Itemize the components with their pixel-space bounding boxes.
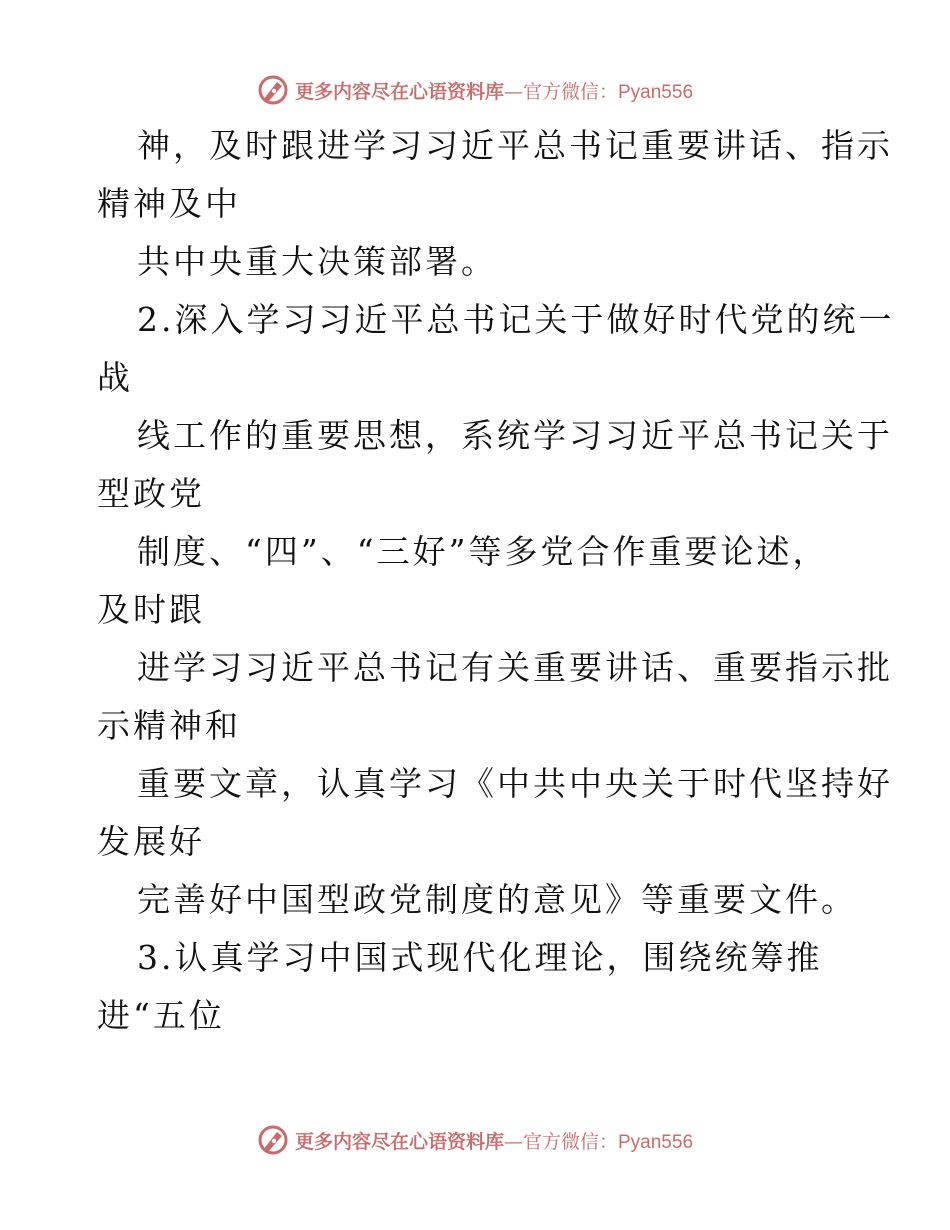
text-line: 型政党 [97, 474, 205, 513]
pen-nib-logo-icon [257, 1124, 289, 1156]
text-line: 线工作的重要思想，系统学习习近平总书记关于 [137, 416, 893, 455]
header-wechat-label: 官方微信： [522, 80, 618, 103]
footer-wechat-label: 官方微信： [522, 1130, 618, 1153]
header-wechat-id: Pyan556 [618, 81, 694, 103]
header-brand: 更多内容尽在心语资料库 [294, 80, 504, 103]
footer-separator: — [503, 1130, 523, 1153]
text-line: 制度、“四”、“三好”等多党合作重要论述， [137, 532, 829, 571]
text-line: 进学习习近平总书记有关重要讲话、重要指示批 [137, 648, 893, 687]
text-line: 及时跟 [97, 590, 205, 629]
footer-watermark [0, 1120, 950, 1160]
text-line: 进“五位 [97, 996, 225, 1035]
text-line: 战 [97, 358, 133, 397]
text-line: 重要文章，认真学习《中共中央关于时代坚持好 [137, 764, 893, 803]
footer-wechat-id: Pyan556 [618, 1131, 694, 1153]
text-line: 2.深入学习习近平总书记关于做好时代党的统一 [137, 300, 895, 339]
footer-watermark-text [295, 1127, 693, 1154]
text-line: 精神及中 [97, 184, 241, 223]
text-line: 神，及时跟进学习习近平总书记重要讲话、指示 [137, 126, 893, 165]
text-line: 示精神和 [97, 706, 241, 745]
document-body [97, 117, 897, 1045]
text-line: 发展好 [97, 822, 205, 861]
text-line: 完善好中国型政党制度的意见》等重要文件。 [137, 880, 857, 919]
pen-nib-logo-icon [257, 74, 289, 106]
header-separator: — [503, 80, 523, 103]
header-watermark [0, 70, 950, 110]
text-line: 3.认真学习中国式现代化理论，围绕统筹推 [137, 938, 823, 977]
footer-brand: 更多内容尽在心语资料库 [294, 1130, 504, 1153]
text-line: 共中央重大决策部署。 [137, 242, 497, 281]
header-watermark-text [295, 77, 693, 104]
